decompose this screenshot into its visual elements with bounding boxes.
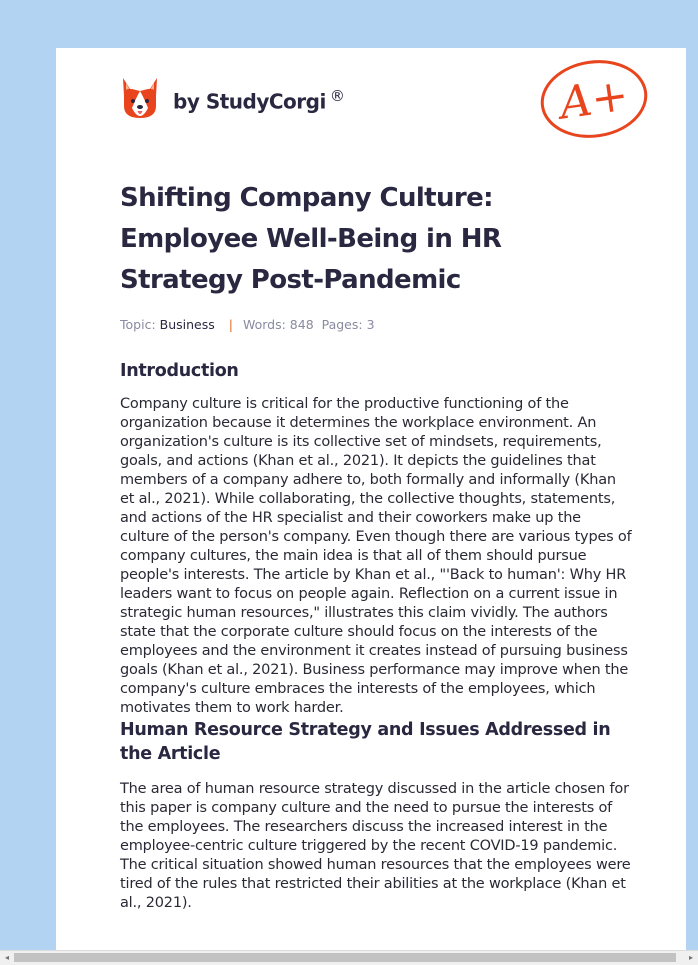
meta-separator: | — [228, 317, 233, 332]
article-content — [120, 178, 632, 913]
article-meta — [120, 317, 632, 332]
page-title: Shifting Company Culture: Employee Well-Being in HR Strategy Post-Pandemic — [120, 183, 502, 295]
trademark-symbol: ® — [329, 86, 345, 105]
corgi-icon — [120, 76, 160, 120]
topic-label: Topic: — [120, 317, 156, 332]
brand-text: by StudyCorgi — [173, 89, 326, 114]
word-count: Words: 848 — [242, 317, 314, 332]
scroll-right-arrow-icon[interactable]: ▸ — [688, 953, 693, 962]
horizontal-scrollbar[interactable] — [0, 950, 698, 965]
document-page — [56, 48, 686, 950]
studycorgi-logo[interactable] — [120, 76, 344, 120]
grade-label: A+ — [556, 69, 632, 130]
grade-badge — [538, 58, 650, 146]
topic-link[interactable]: Business — [159, 317, 215, 332]
brand-name — [173, 87, 344, 114]
scroll-thumb[interactable] — [14, 953, 676, 962]
section-heading-introduction: Introduction — [120, 361, 239, 381]
scroll-left-arrow-icon[interactable]: ◂ — [4, 953, 9, 962]
section-heading-hr-strategy: Human Resource Strategy and Issues Addressed in the Article — [120, 720, 611, 764]
page-count: Pages: 3 — [321, 317, 375, 332]
section-paragraph-introduction: Company culture is critical for the productive functioning of the organization because it determines the workplace environment. An organization's culture is its collective set of mindsets, requirements, goals, and actions (Khan et al., 2021). It depicts the guidelines that members of a company adhere to, both formally and informally (Khan et al., 2021). While collaborating, the collective thoughts, statements, and actions of the HR specialist and their coworkers make up the culture of the person's company. Even though there are various types of company cultures, the main idea is that all of them should pursue people's interests. The article by Khan et al., "'Back to human': Why HR leaders want to focus on people again. Reflection on a current issue in strategic human resources," illustrates this claim vividly. The authors state that the corporate culture should focus on the interests of the employees and the environment it creates instead of pursuing business goals (Khan et al., 2021). Business performance may improve when the company's culture embraces the interests of the employees, which motivates them to work harder. — [120, 396, 632, 716]
section-paragraph-hr-strategy: The area of human resource strategy discussed in the article chosen for this paper is company culture and the need to pursue the interests of the employees. The researchers discuss the increased interest in the employee-centric culture triggered by the recent COVID-19 pandemic. The critical situation showed human resources that the employees were tired of the rules that restricted their abilities at the workplace (Khan et al., 2021). — [120, 781, 631, 911]
